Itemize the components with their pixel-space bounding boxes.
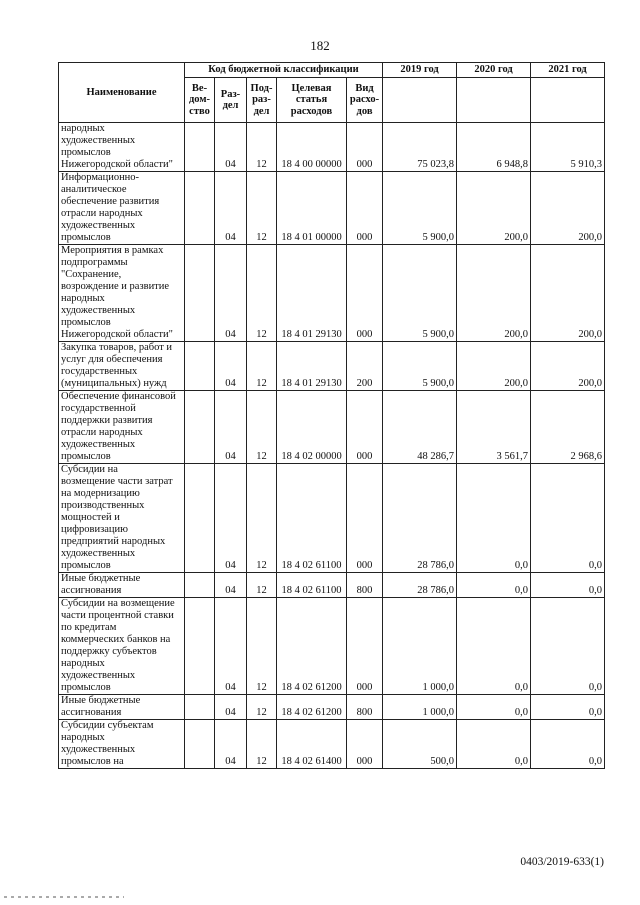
cell-razdel: 04 bbox=[215, 172, 247, 245]
cell-podrazdel: 12 bbox=[247, 391, 277, 464]
cell-podrazdel: 12 bbox=[247, 573, 277, 598]
cell-y2021: 0,0 bbox=[531, 573, 605, 598]
name-line: отрасли народных bbox=[61, 208, 143, 219]
cell-y2019: 1 000,0 bbox=[383, 598, 457, 695]
header-2020: 2020 год bbox=[457, 63, 531, 78]
table-row bbox=[59, 123, 605, 172]
cell-target: 18 4 01 29130 bbox=[277, 342, 347, 391]
cell-vedom bbox=[185, 573, 215, 598]
name-line: народных bbox=[61, 732, 105, 743]
cell-podrazdel: 12 bbox=[247, 245, 277, 342]
cell-y2020: 200,0 bbox=[457, 245, 531, 342]
cell-vedom bbox=[185, 123, 215, 172]
name-line: аналитическое bbox=[61, 184, 127, 195]
cell-y2019: 5 900,0 bbox=[383, 245, 457, 342]
cell-name bbox=[59, 573, 185, 598]
cell-y2019: 500,0 bbox=[383, 720, 457, 769]
table-row bbox=[59, 342, 605, 391]
name-line: Нижегородской области" bbox=[61, 159, 173, 170]
name-line: художественных bbox=[61, 548, 136, 559]
name-line: Субсидии субъектам bbox=[61, 720, 154, 731]
cell-y2019: 5 900,0 bbox=[383, 172, 457, 245]
name-line: промыслов на bbox=[61, 756, 124, 767]
cell-name bbox=[59, 720, 185, 769]
header-vid: Вид расхо- дов bbox=[347, 78, 383, 123]
cell-vedom bbox=[185, 172, 215, 245]
cell-vid: 000 bbox=[347, 172, 383, 245]
name-line: художественных bbox=[61, 439, 136, 450]
cell-podrazdel: 12 bbox=[247, 464, 277, 573]
name-line: Информационно- bbox=[61, 172, 140, 183]
cell-vedom bbox=[185, 342, 215, 391]
name-line: государственных bbox=[61, 366, 138, 377]
cell-y2021: 0,0 bbox=[531, 720, 605, 769]
cell-y2021: 0,0 bbox=[531, 464, 605, 573]
cell-podrazdel: 12 bbox=[247, 123, 277, 172]
name-line: на модернизацию bbox=[61, 488, 140, 499]
cell-name bbox=[59, 172, 185, 245]
cell-vedom bbox=[185, 695, 215, 720]
name-line: мощностей и bbox=[61, 512, 120, 523]
header-2021-empty bbox=[531, 78, 605, 123]
cell-y2021: 2 968,6 bbox=[531, 391, 605, 464]
name-line: Субсидии на bbox=[61, 464, 118, 475]
cell-target: 18 4 02 61200 bbox=[277, 695, 347, 720]
cell-vedom bbox=[185, 598, 215, 695]
document-code: 0403/2019-633(1) bbox=[520, 856, 604, 868]
cell-y2020: 0,0 bbox=[457, 464, 531, 573]
cell-razdel: 04 bbox=[215, 695, 247, 720]
cell-vid: 000 bbox=[347, 123, 383, 172]
header-2019-empty bbox=[383, 78, 457, 123]
cell-y2019: 1 000,0 bbox=[383, 695, 457, 720]
name-line: части процентной ставки bbox=[61, 610, 174, 621]
header-podrazdel: Под- раз- дел bbox=[247, 78, 277, 123]
header-2020-empty bbox=[457, 78, 531, 123]
name-line: Иные бюджетные bbox=[61, 573, 141, 584]
name-line: народных bbox=[61, 293, 105, 304]
cell-vid: 000 bbox=[347, 598, 383, 695]
name-line: возрождение и развитие bbox=[61, 281, 170, 292]
cell-razdel: 04 bbox=[215, 464, 247, 573]
name-line: промыслов bbox=[61, 147, 111, 158]
header-razdel: Раз- дел bbox=[215, 78, 247, 123]
name-line: промыслов bbox=[61, 451, 111, 462]
cell-razdel: 04 bbox=[215, 391, 247, 464]
table-row bbox=[59, 695, 605, 720]
name-line: производственных bbox=[61, 500, 145, 511]
name-line: ассигнования bbox=[61, 707, 122, 718]
cell-name bbox=[59, 391, 185, 464]
cell-vid: 000 bbox=[347, 464, 383, 573]
cell-vid: 000 bbox=[347, 245, 383, 342]
cell-vedom bbox=[185, 720, 215, 769]
name-line: отрасли народных bbox=[61, 427, 143, 438]
name-line: предприятий народных bbox=[61, 536, 166, 547]
header-name: Наименование bbox=[59, 63, 185, 123]
name-line: народных bbox=[61, 658, 105, 669]
table-row bbox=[59, 573, 605, 598]
name-line: "Сохранение, bbox=[61, 269, 122, 280]
header-2019: 2019 год bbox=[383, 63, 457, 78]
cell-target: 18 4 00 00000 bbox=[277, 123, 347, 172]
name-line: художественных bbox=[61, 670, 136, 681]
cell-target: 18 4 02 61400 bbox=[277, 720, 347, 769]
cell-vedom bbox=[185, 464, 215, 573]
cell-vid: 000 bbox=[347, 720, 383, 769]
header-2021: 2021 год bbox=[531, 63, 605, 78]
name-line: народных bbox=[61, 123, 105, 134]
name-line: Мероприятия в рамках bbox=[61, 245, 164, 256]
name-line: Нижегородской области" bbox=[61, 329, 173, 340]
cell-y2020: 3 561,7 bbox=[457, 391, 531, 464]
cell-podrazdel: 12 bbox=[247, 172, 277, 245]
cell-target: 18 4 02 61200 bbox=[277, 598, 347, 695]
name-line: промыслов bbox=[61, 682, 111, 693]
cell-y2019: 48 286,7 bbox=[383, 391, 457, 464]
name-line: Иные бюджетные bbox=[61, 695, 141, 706]
cell-y2020: 0,0 bbox=[457, 695, 531, 720]
table-row bbox=[59, 720, 605, 769]
cell-vedom bbox=[185, 245, 215, 342]
name-line: (муниципальных) нужд bbox=[61, 378, 167, 389]
name-line: Закупка товаров, работ и bbox=[61, 342, 173, 353]
table-row bbox=[59, 172, 605, 245]
cell-razdel: 04 bbox=[215, 123, 247, 172]
cell-y2020: 200,0 bbox=[457, 172, 531, 245]
name-line: художественных bbox=[61, 135, 136, 146]
cell-podrazdel: 12 bbox=[247, 720, 277, 769]
name-line: ассигнования bbox=[61, 585, 122, 596]
cell-y2019: 5 900,0 bbox=[383, 342, 457, 391]
cell-podrazdel: 12 bbox=[247, 695, 277, 720]
header-budget-code: Код бюджетной классификации bbox=[185, 63, 383, 78]
cell-y2020: 200,0 bbox=[457, 342, 531, 391]
cell-name bbox=[59, 464, 185, 573]
name-line: Обеспечение финансовой bbox=[61, 391, 176, 402]
scan-artifact bbox=[4, 896, 124, 898]
name-line: услуг для обеспечения bbox=[61, 354, 163, 365]
page-number: 182 bbox=[310, 38, 330, 53]
name-line: Субсидии на возмещение bbox=[61, 598, 175, 609]
name-line: промыслов bbox=[61, 560, 111, 571]
name-line: по кредитам bbox=[61, 622, 117, 633]
name-line: промыслов bbox=[61, 232, 111, 243]
cell-vid: 000 bbox=[347, 391, 383, 464]
cell-y2020: 0,0 bbox=[457, 720, 531, 769]
cell-name bbox=[59, 123, 185, 172]
cell-target: 18 4 02 00000 bbox=[277, 391, 347, 464]
name-line: промыслов bbox=[61, 317, 111, 328]
cell-y2019: 28 786,0 bbox=[383, 464, 457, 573]
cell-razdel: 04 bbox=[215, 245, 247, 342]
cell-target: 18 4 02 61100 bbox=[277, 464, 347, 573]
cell-y2021: 5 910,3 bbox=[531, 123, 605, 172]
cell-razdel: 04 bbox=[215, 342, 247, 391]
table-row bbox=[59, 598, 605, 695]
cell-vedom bbox=[185, 391, 215, 464]
budget-table bbox=[58, 62, 605, 769]
cell-name bbox=[59, 342, 185, 391]
name-line: цифровизацию bbox=[61, 524, 129, 535]
cell-razdel: 04 bbox=[215, 573, 247, 598]
cell-target: 18 4 01 00000 bbox=[277, 172, 347, 245]
name-line: подпрограммы bbox=[61, 257, 128, 268]
table-body bbox=[59, 123, 605, 769]
cell-name bbox=[59, 598, 185, 695]
cell-target: 18 4 02 61100 bbox=[277, 573, 347, 598]
table-row bbox=[59, 464, 605, 573]
cell-vid: 200 bbox=[347, 342, 383, 391]
cell-vid: 800 bbox=[347, 573, 383, 598]
table-row bbox=[59, 391, 605, 464]
name-line: обеспечение развития bbox=[61, 196, 160, 207]
cell-y2019: 75 023,8 bbox=[383, 123, 457, 172]
cell-y2021: 0,0 bbox=[531, 695, 605, 720]
name-line: возмещение части затрат bbox=[61, 476, 173, 487]
header-vedom: Ве- дом- ство bbox=[185, 78, 215, 123]
cell-name bbox=[59, 695, 185, 720]
name-line: художественных bbox=[61, 744, 136, 755]
cell-razdel: 04 bbox=[215, 598, 247, 695]
cell-y2020: 0,0 bbox=[457, 598, 531, 695]
cell-y2021: 0,0 bbox=[531, 598, 605, 695]
cell-vid: 800 bbox=[347, 695, 383, 720]
header-target: Целевая статья расходов bbox=[277, 78, 347, 123]
table-row bbox=[59, 245, 605, 342]
cell-target: 18 4 01 29130 bbox=[277, 245, 347, 342]
cell-y2021: 200,0 bbox=[531, 342, 605, 391]
cell-podrazdel: 12 bbox=[247, 598, 277, 695]
name-line: поддержки развития bbox=[61, 415, 153, 426]
cell-y2019: 28 786,0 bbox=[383, 573, 457, 598]
cell-razdel: 04 bbox=[215, 720, 247, 769]
name-line: поддержку субъектов bbox=[61, 646, 157, 657]
cell-y2021: 200,0 bbox=[531, 245, 605, 342]
cell-name bbox=[59, 245, 185, 342]
name-line: коммерческих банков на bbox=[61, 634, 171, 645]
name-line: художественных bbox=[61, 220, 136, 231]
cell-podrazdel: 12 bbox=[247, 342, 277, 391]
cell-y2020: 6 948,8 bbox=[457, 123, 531, 172]
name-line: государственной bbox=[61, 403, 136, 414]
cell-y2020: 0,0 bbox=[457, 573, 531, 598]
cell-y2021: 200,0 bbox=[531, 172, 605, 245]
name-line: художественных bbox=[61, 305, 136, 316]
